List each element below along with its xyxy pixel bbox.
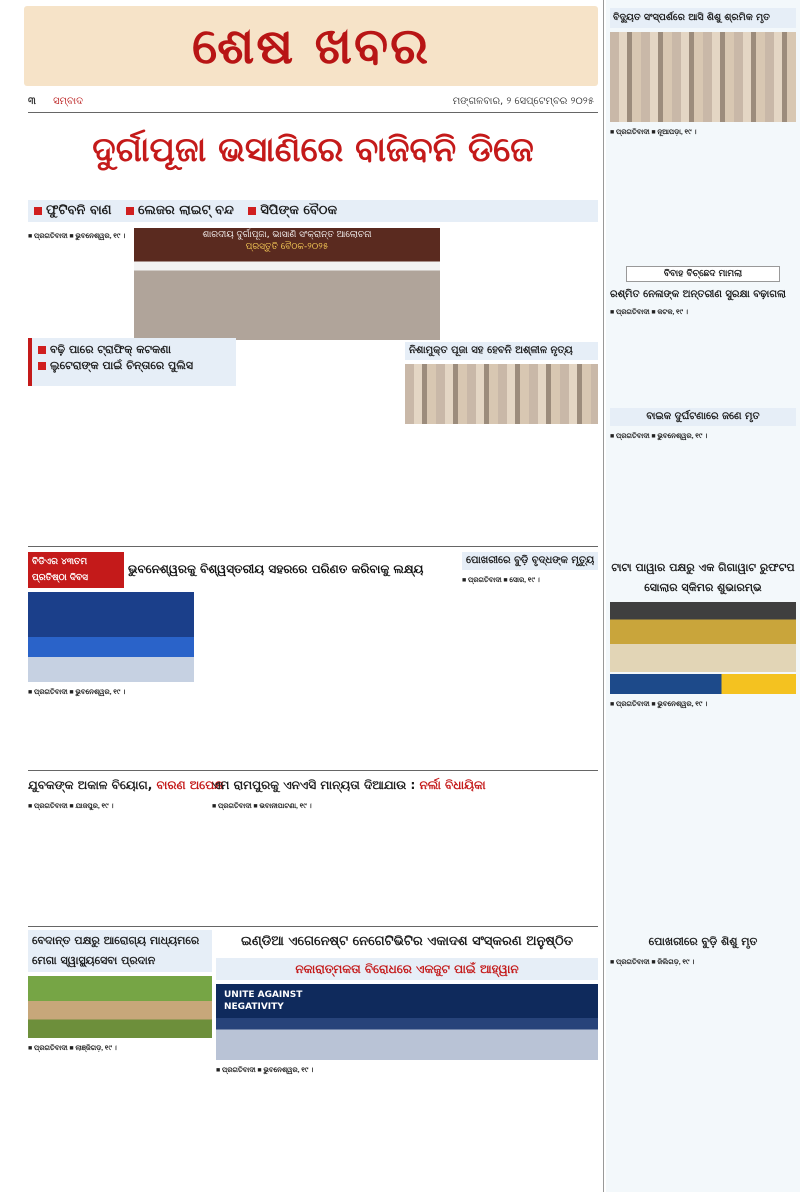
tata-photo-1 [610, 602, 796, 672]
ramapur-dateline: ■ ପ୍ରଗତିବାଦୀ ■ ଭବାନୀପାଟଣା, ୧୯ । [212, 802, 312, 810]
youth-headline-b: ବାରଣ ଅପେକ୍ଷ [156, 778, 224, 792]
bda-tag-line: ପ୍ରତିଷ୍ଠା ଦିବସ [32, 573, 88, 583]
youth-body [28, 800, 208, 922]
lead-photo [134, 228, 440, 340]
child-labour-dateline: ■ ପ୍ରଗତିବାଦୀ ■ ନୂଆପଡ଼ା, ୧୯ । [610, 128, 697, 136]
pond-headline: ପୋଖରୀରେ ବୁଡ଼ି ବୃଦ୍ଧଙ୍କ ମୃତ୍ୟୁ [462, 552, 598, 570]
lead-body-left [28, 392, 236, 542]
bda-tag-line: ବିଡିଏର ୪୩ତମ [32, 557, 88, 567]
drown-body [610, 956, 796, 1188]
vedanta-photo [28, 976, 212, 1038]
vedanta-dateline: ■ ପ୍ରଗତିବାଦୀ ■ ଲାଞ୍ଜିଗଡ଼, ୧୯ । [28, 1044, 117, 1052]
brand-name: ସମ୍ବାଦ [53, 96, 84, 107]
youth-headline-a: ଯୁବକଙ୍କ ଅକାଳ ବିୟୋଗ, [28, 778, 153, 792]
tata-dateline: ■ ପ୍ରଗତିବାଦୀ ■ ଭୁବନେଶ୍ୱର, ୧୯ । [610, 700, 708, 708]
bullet-square-icon [248, 207, 256, 215]
section-rule [28, 546, 598, 547]
bda-dateline: ■ ପ୍ରଗତିବାଦୀ ■ ଭୁବନେଶ୍ୱର, ୧୯ । [28, 688, 126, 696]
pond-body [462, 574, 598, 766]
masthead [24, 6, 598, 86]
lead-body-right [405, 428, 598, 542]
folio-rule [28, 112, 598, 113]
drown-headline: ପୋଖରୀରେ ବୁଡ଼ି ଶିଶୁ ମୃତ [648, 935, 758, 948]
lead-headline: ଦୁର୍ଗାପୂଜା ଭସାଣିରେ ବାଜିବନି ଡିଜେ [92, 130, 534, 170]
bda-photo [28, 592, 194, 682]
iane-headline: ଇଣ୍ଡିଆ ଏଗେନେଷ୍ଟ ନେଗେଟିଭିଟିର ଏକାଦଶ ସଂସ୍କରଣ ଅନୁଷ୍ଠିତ [241, 934, 573, 949]
bike-dateline: ■ ପ୍ରଗତିବାଦୀ ■ ଭୁବନେଶ୍ୱର, ୧୯ । [610, 432, 708, 440]
vedanta-body [28, 1042, 212, 1188]
photo-banner-text: ପ୍ରସ୍ତୁତି ବୈଠକ-୨୦୨୫ [245, 242, 329, 252]
tata-headline: ଟାଟା ପାୱାର ପକ୍ଷରୁ ଏକ ଗିଗାୱାଟ ରୁଫଟପ ସୋଲାର ସ୍କିମର ଶୁଭାରମ୍ଭ [611, 561, 795, 594]
drown-dateline: ■ ପ୍ରଗତିବାଦୀ ■ ଜିଲିଗଡ଼, ୧୯ । [610, 958, 695, 966]
lead-dateline: ■ ପ୍ରଗତିବାଦୀ ■ ଭୁବନେଶ୍ୱର, ୧୯ । [28, 232, 126, 240]
photo-caption-text: NEGATIVITY [224, 1002, 284, 1012]
ramapur-headline-b: ନର୍ଲା ବିଧାୟିକା [419, 778, 486, 792]
bda-body-3 [330, 592, 458, 766]
page-number: ୩ [28, 96, 36, 107]
banner-item: ଲେଜର ଲାଇଟ୍ ବନ୍ଦ [138, 203, 234, 218]
column-rule [603, 0, 604, 1192]
iane-subhead: ନକାରାତ୍ମକତା ବିରୋଧରେ ଏକଜୁଟ ପାଇଁ ଆହ୍ୱାନ [216, 958, 598, 980]
child-labour-headline: ବିଦ୍ୟୁତ ସଂସ୍ପର୍ଶରେ ଆସି ଶିଶୁ ଶ୍ରମିକ ମୃତ [610, 8, 796, 28]
youth-dateline: ■ ପ୍ରଗତିବାଦୀ ■ ଯାଜପୁର, ୧୯ । [28, 802, 114, 810]
banner-item: ସିପିଙ୍କ ବୈଠକ [260, 203, 338, 218]
photo-caption-text: UNITE AGAINST [224, 990, 303, 1000]
lead-column-3 [446, 230, 598, 330]
bda-body-2 [198, 592, 326, 766]
youth-headline [28, 774, 224, 796]
child-labour-photo [610, 32, 796, 122]
dowry-dateline: ■ ପ୍ରଗତିବାଦୀ ■ କଟକ, ୧୯ । [610, 308, 689, 316]
photo-banner-text: ଶାରଦୀୟ ଦୁର୍ଗାପୂଜା, ଭାସାଣି ସଂକ୍ରାନ୍ତ ଆଲୋଚନା [202, 230, 372, 240]
subhead-traffic: ବଢ଼ି ପାରେ ଟ୍ରାଫିକ୍ କଟକଣା [50, 343, 171, 356]
bullet-square-icon [38, 362, 46, 370]
bda-tag [28, 552, 124, 588]
lead-subhead-box [28, 338, 236, 386]
folio-line [28, 96, 598, 110]
subhead-police: ଲୁଟେରାଙ୍କ ପାଇଁ ଚିନ୍ତାରେ ପୁଲିସ [50, 359, 194, 372]
lead-subhead-dance: ନିଶାମୁକ୍ତ ପୂଜା ସହ ହେବନି ଅଶ୍ଳୀଳ ନୃତ୍ୟ [405, 342, 598, 360]
crowd-photo [405, 364, 598, 424]
bullet-square-icon [38, 346, 46, 354]
bda-body-1 [28, 686, 194, 766]
bike-body [610, 430, 796, 552]
iane-dateline: ■ ପ୍ରଗତିବାଦୀ ■ ଭୁବନେଶ୍ୱର, ୧୯ । [216, 1066, 314, 1074]
iane-photo [216, 984, 598, 1060]
section-rule [28, 770, 598, 771]
dowry-tag: ବିବାହ ବିଚ୍ଛେଦ ମାମଲା [626, 266, 780, 282]
masthead-title: ଶେଷ ଖବର [192, 16, 430, 75]
iane-body [216, 1064, 598, 1188]
banner-item: ଫୁଟିବନି ବାଣ [46, 203, 112, 218]
bullet-square-icon [34, 207, 42, 215]
lead-banner [28, 200, 598, 222]
bda-headline: ଭୁବନେଶ୍ୱରକୁ ବିଶ୍ୱସ୍ତରୀୟ ସହରରେ ପରିଣତ କରିବାକୁ ଲକ୍ଷ୍ୟ [128, 562, 424, 576]
bike-headline: ବାଇକ ଦୁର୍ଘଟଣାରେ ଜଣେ ମୃତ [610, 408, 796, 426]
dowry-headline: ରଶ୍ମିତ ନେଳାଙ୍କ ଅନ୍ତରୀଣ ସୁରକ୍ଷା ବଢ଼ାଗଲା [610, 289, 786, 300]
ramapur-headline-a: ଏମ ରାମପୁରକୁ ଏନଏସି ମାନ୍ୟତା ଦିଆଯାଉ : [212, 778, 416, 792]
bullet-square-icon [126, 207, 134, 215]
tata-photo-2 [610, 674, 796, 694]
tata-body [610, 698, 796, 924]
dowry-body [610, 306, 796, 404]
section-rule [28, 926, 598, 927]
dateline: ମଙ୍ଗଳବାର, ୨ ସେପ୍ଟେମ୍ବର ୨୦୨୫ [452, 96, 594, 107]
ramapur-body [212, 800, 598, 922]
vedanta-headline: ବେଦାନ୍ତ ପକ୍ଷରୁ ଆରୋଗ୍ୟ ମାଧ୍ୟମରେ ମେଗା ସ୍ୱାସ୍ଥ୍ୟସେବା ପ୍ରଦାନ [28, 930, 212, 972]
lead-column-1 [28, 230, 128, 330]
sidebar [606, 0, 800, 1192]
lead-body-mid [240, 342, 400, 542]
pond-dateline: ■ ପ୍ରଗତିବାଦୀ ■ ସୋର, ୧୯ । [462, 576, 540, 584]
ramapur-headline [212, 774, 598, 796]
child-labour-body [610, 126, 796, 262]
